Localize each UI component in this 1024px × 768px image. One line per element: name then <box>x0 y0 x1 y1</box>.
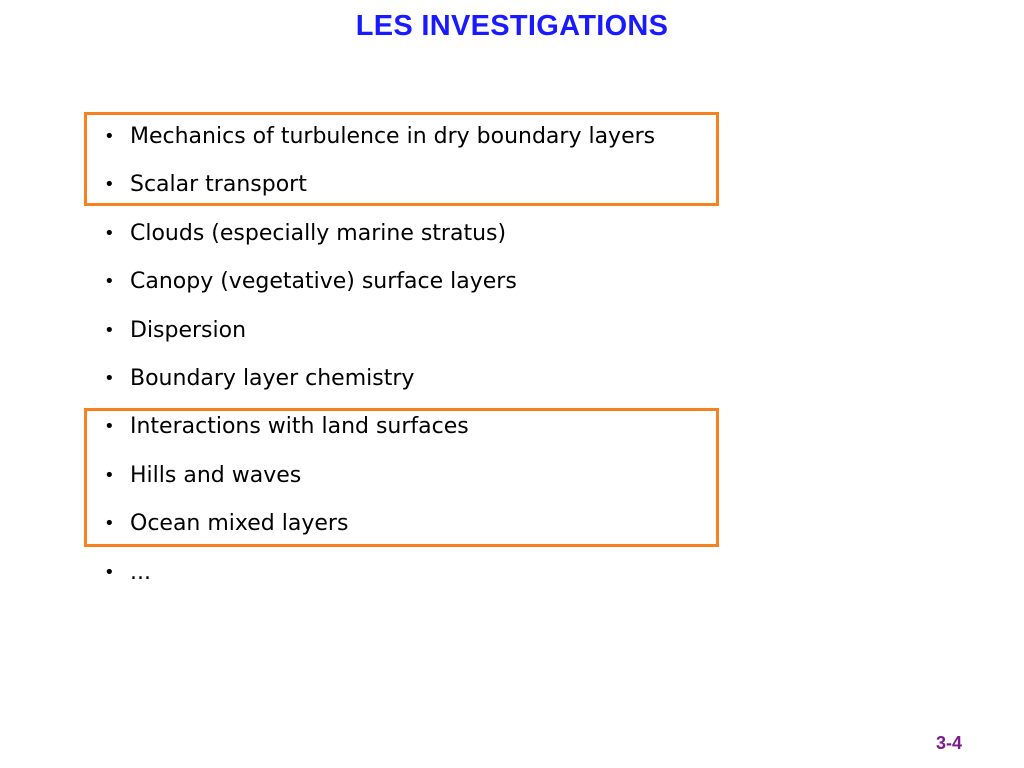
list-item-text: Hills and waves <box>130 463 302 488</box>
list-item <box>104 218 506 250</box>
list-item-text: Scalar transport <box>130 172 307 197</box>
bullet-icon: • <box>104 320 115 341</box>
list-item-text: Dispersion <box>130 318 247 343</box>
bullet-icon: • <box>104 174 115 195</box>
list-item-text: Ocean mixed layers <box>130 511 349 536</box>
list-item-text: Clouds (especially marine stratus) <box>130 221 507 246</box>
page-number: 3-4 <box>935 733 962 753</box>
bullet-icon: • <box>104 562 115 583</box>
bullet-icon: • <box>104 465 115 486</box>
highlight-box-upper <box>84 112 719 206</box>
bullet-icon: • <box>104 416 115 437</box>
highlight-box-lower <box>84 408 719 547</box>
list-item <box>104 315 246 347</box>
list-item-text: Boundary layer chemistry <box>130 366 415 391</box>
list-item <box>104 363 414 395</box>
list-item-text: Interactions with land surfaces <box>130 414 469 439</box>
list-item-text: Canopy (vegetative) surface layers <box>130 269 517 294</box>
list-item-text: Mechanics of turbulence in dry boundary layers <box>130 124 656 149</box>
list-item <box>104 557 151 589</box>
bullet-icon: • <box>104 513 115 534</box>
bullet-icon: • <box>104 368 115 389</box>
slide-title: LES INVESTIGATIONS <box>355 10 669 42</box>
bullet-icon: • <box>104 271 115 292</box>
list-item-text: ... <box>130 560 151 585</box>
list-item <box>104 266 517 298</box>
bullet-icon: • <box>104 126 115 147</box>
bullet-icon: • <box>104 223 115 244</box>
